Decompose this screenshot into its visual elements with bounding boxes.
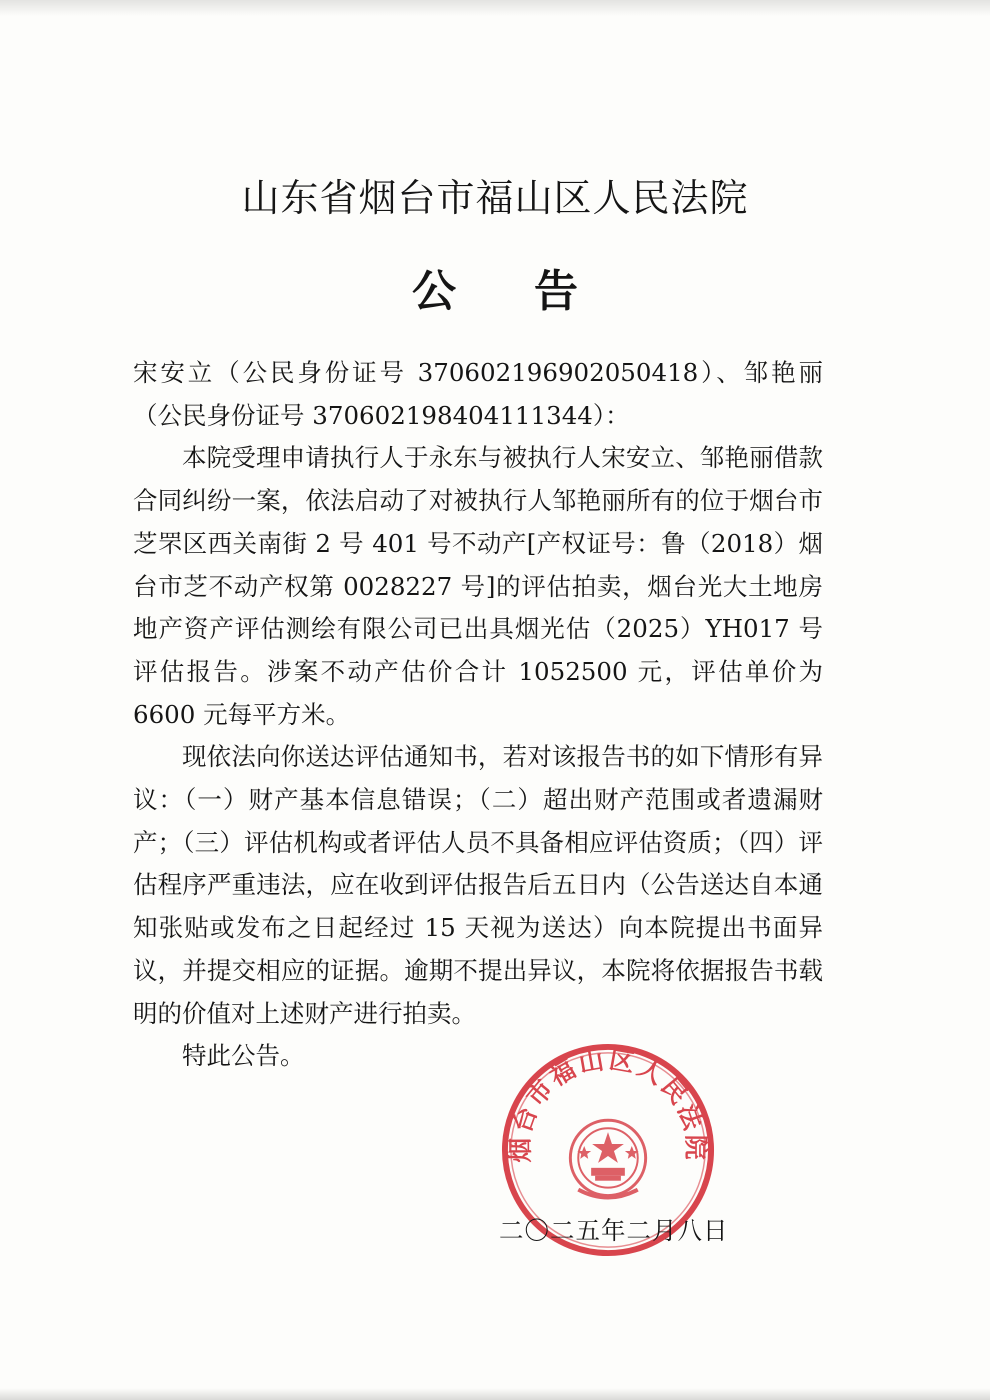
seal-arc-text: 烟台市福山区人民法院 xyxy=(505,1044,711,1163)
scan-shadow-top xyxy=(0,0,990,16)
national-emblem-icon xyxy=(570,1120,645,1197)
body-paragraph-2: 现依法向你送达评估通知书，若对该报告书的如下情形有异议：（一）财产基本信息错误；（二）超出财产范围或者遗漏财产；（三）评估机构或者评估人员不具备相应评估资质；（四）评估程序严重违法，应在收到评估报告后五日内（公告送达自本通知张贴或发布之日起经过 15 天视为送达）向本院提出书面异议，并提交相应的证据。逾期不提出异议，本院将依据报告书载明的价值对上述财产进行拍卖。 xyxy=(133,742,823,1028)
body-paragraph-1: 本院受理申请执行人于永东与被执行人宋安立、邹艳丽借款合同纠纷一案，依法启动了对被执行人邹艳丽所有的位于烟台市芝罘区西关南街 2 号 401 号不动产[产权证号：鲁（2018）烟台市芝不动产权第 0028227 号]的评估拍卖，烟台光大土地房地产资产评估测绘有限公司已出具烟光估（2025）YH017 号评估报告。涉案不动产估价合计 1052500 元，评估单价为 6600 元每平方米。 xyxy=(133,443,823,729)
notice-body xyxy=(133,352,823,1078)
closing-line: 特此公告。 xyxy=(182,1041,305,1071)
issue-date: 二〇二五年二月八日 xyxy=(499,1216,729,1245)
title-char-2: 告 xyxy=(534,266,578,317)
notice-title xyxy=(0,255,990,319)
title-char-1: 公 xyxy=(412,266,456,317)
addressee-line: 宋安立（公民身份证号 370602196902050418）、邹艳丽（公民身份证号 370602198404111344）： xyxy=(133,358,823,430)
court-name: 山东省烟台市福山区人民法院 xyxy=(241,176,749,220)
scan-shadow-bottom xyxy=(0,1388,990,1400)
